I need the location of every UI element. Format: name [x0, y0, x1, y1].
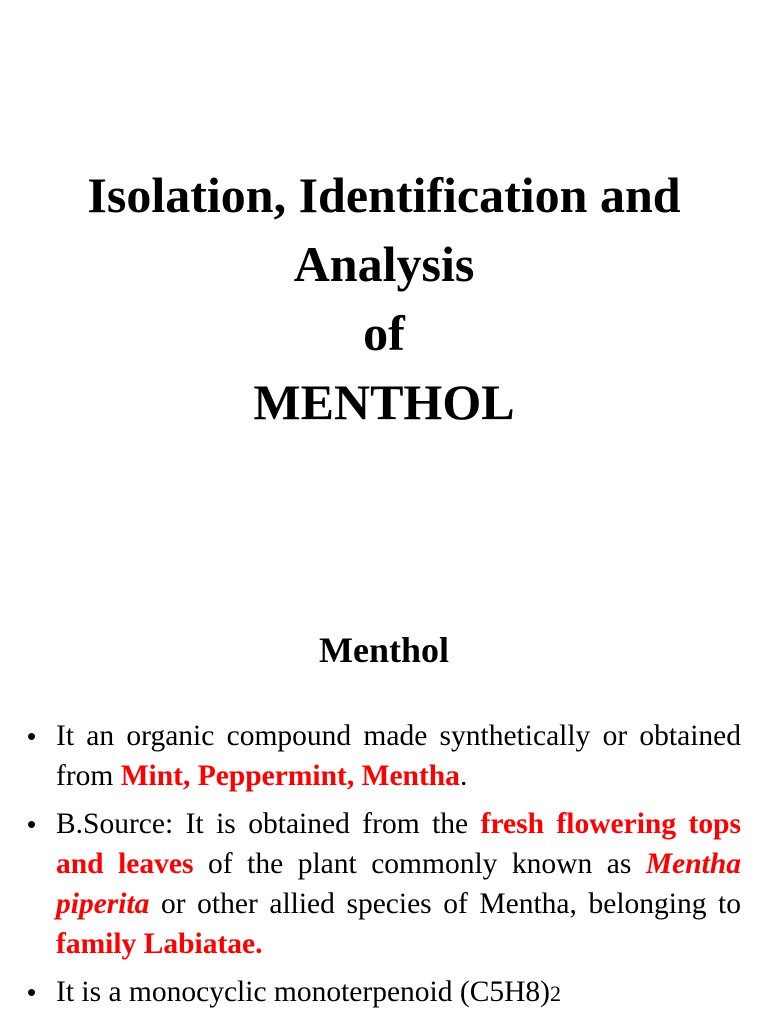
bullet-item [0, 972, 768, 1014]
bullet-item [0, 716, 768, 796]
bullet-icon: • [27, 809, 37, 839]
highlight-text: Mint, Peppermint, Mentha [120, 760, 460, 792]
slide-title [0, 161, 768, 437]
bullet-text: It an organic compound made synthetically or obtained from [56, 720, 741, 792]
section-heading: Menthol [319, 630, 449, 670]
bullet-list [0, 716, 768, 1022]
highlight-species-name: Mentha piperita [56, 848, 741, 920]
bullet-icon: • [27, 721, 37, 751]
title-line-1: Isolation, Identification and [87, 167, 681, 223]
title-line-3: of [363, 305, 405, 361]
bullet-item [0, 804, 768, 964]
title-line-2: Analysis [293, 236, 475, 292]
highlight-text: fresh flowering tops and leaves [56, 808, 741, 880]
bullet-text: . [459, 760, 468, 792]
bullet-text: It is a monocyclic monoterpenoid (C5H8) [56, 976, 551, 1008]
bullet-text: of the plant commonly known as [193, 848, 646, 880]
title-line-4: MENTHOL [253, 374, 515, 430]
highlight-text: family Labiatae. [56, 928, 263, 960]
bullet-text: or other allied species of Mentha, belonging to [149, 888, 741, 920]
bullet-icon: • [27, 977, 37, 1007]
bullet-text: B.Source: It is obtained from the [56, 808, 481, 840]
formula-subscript: 2 [550, 981, 562, 1006]
